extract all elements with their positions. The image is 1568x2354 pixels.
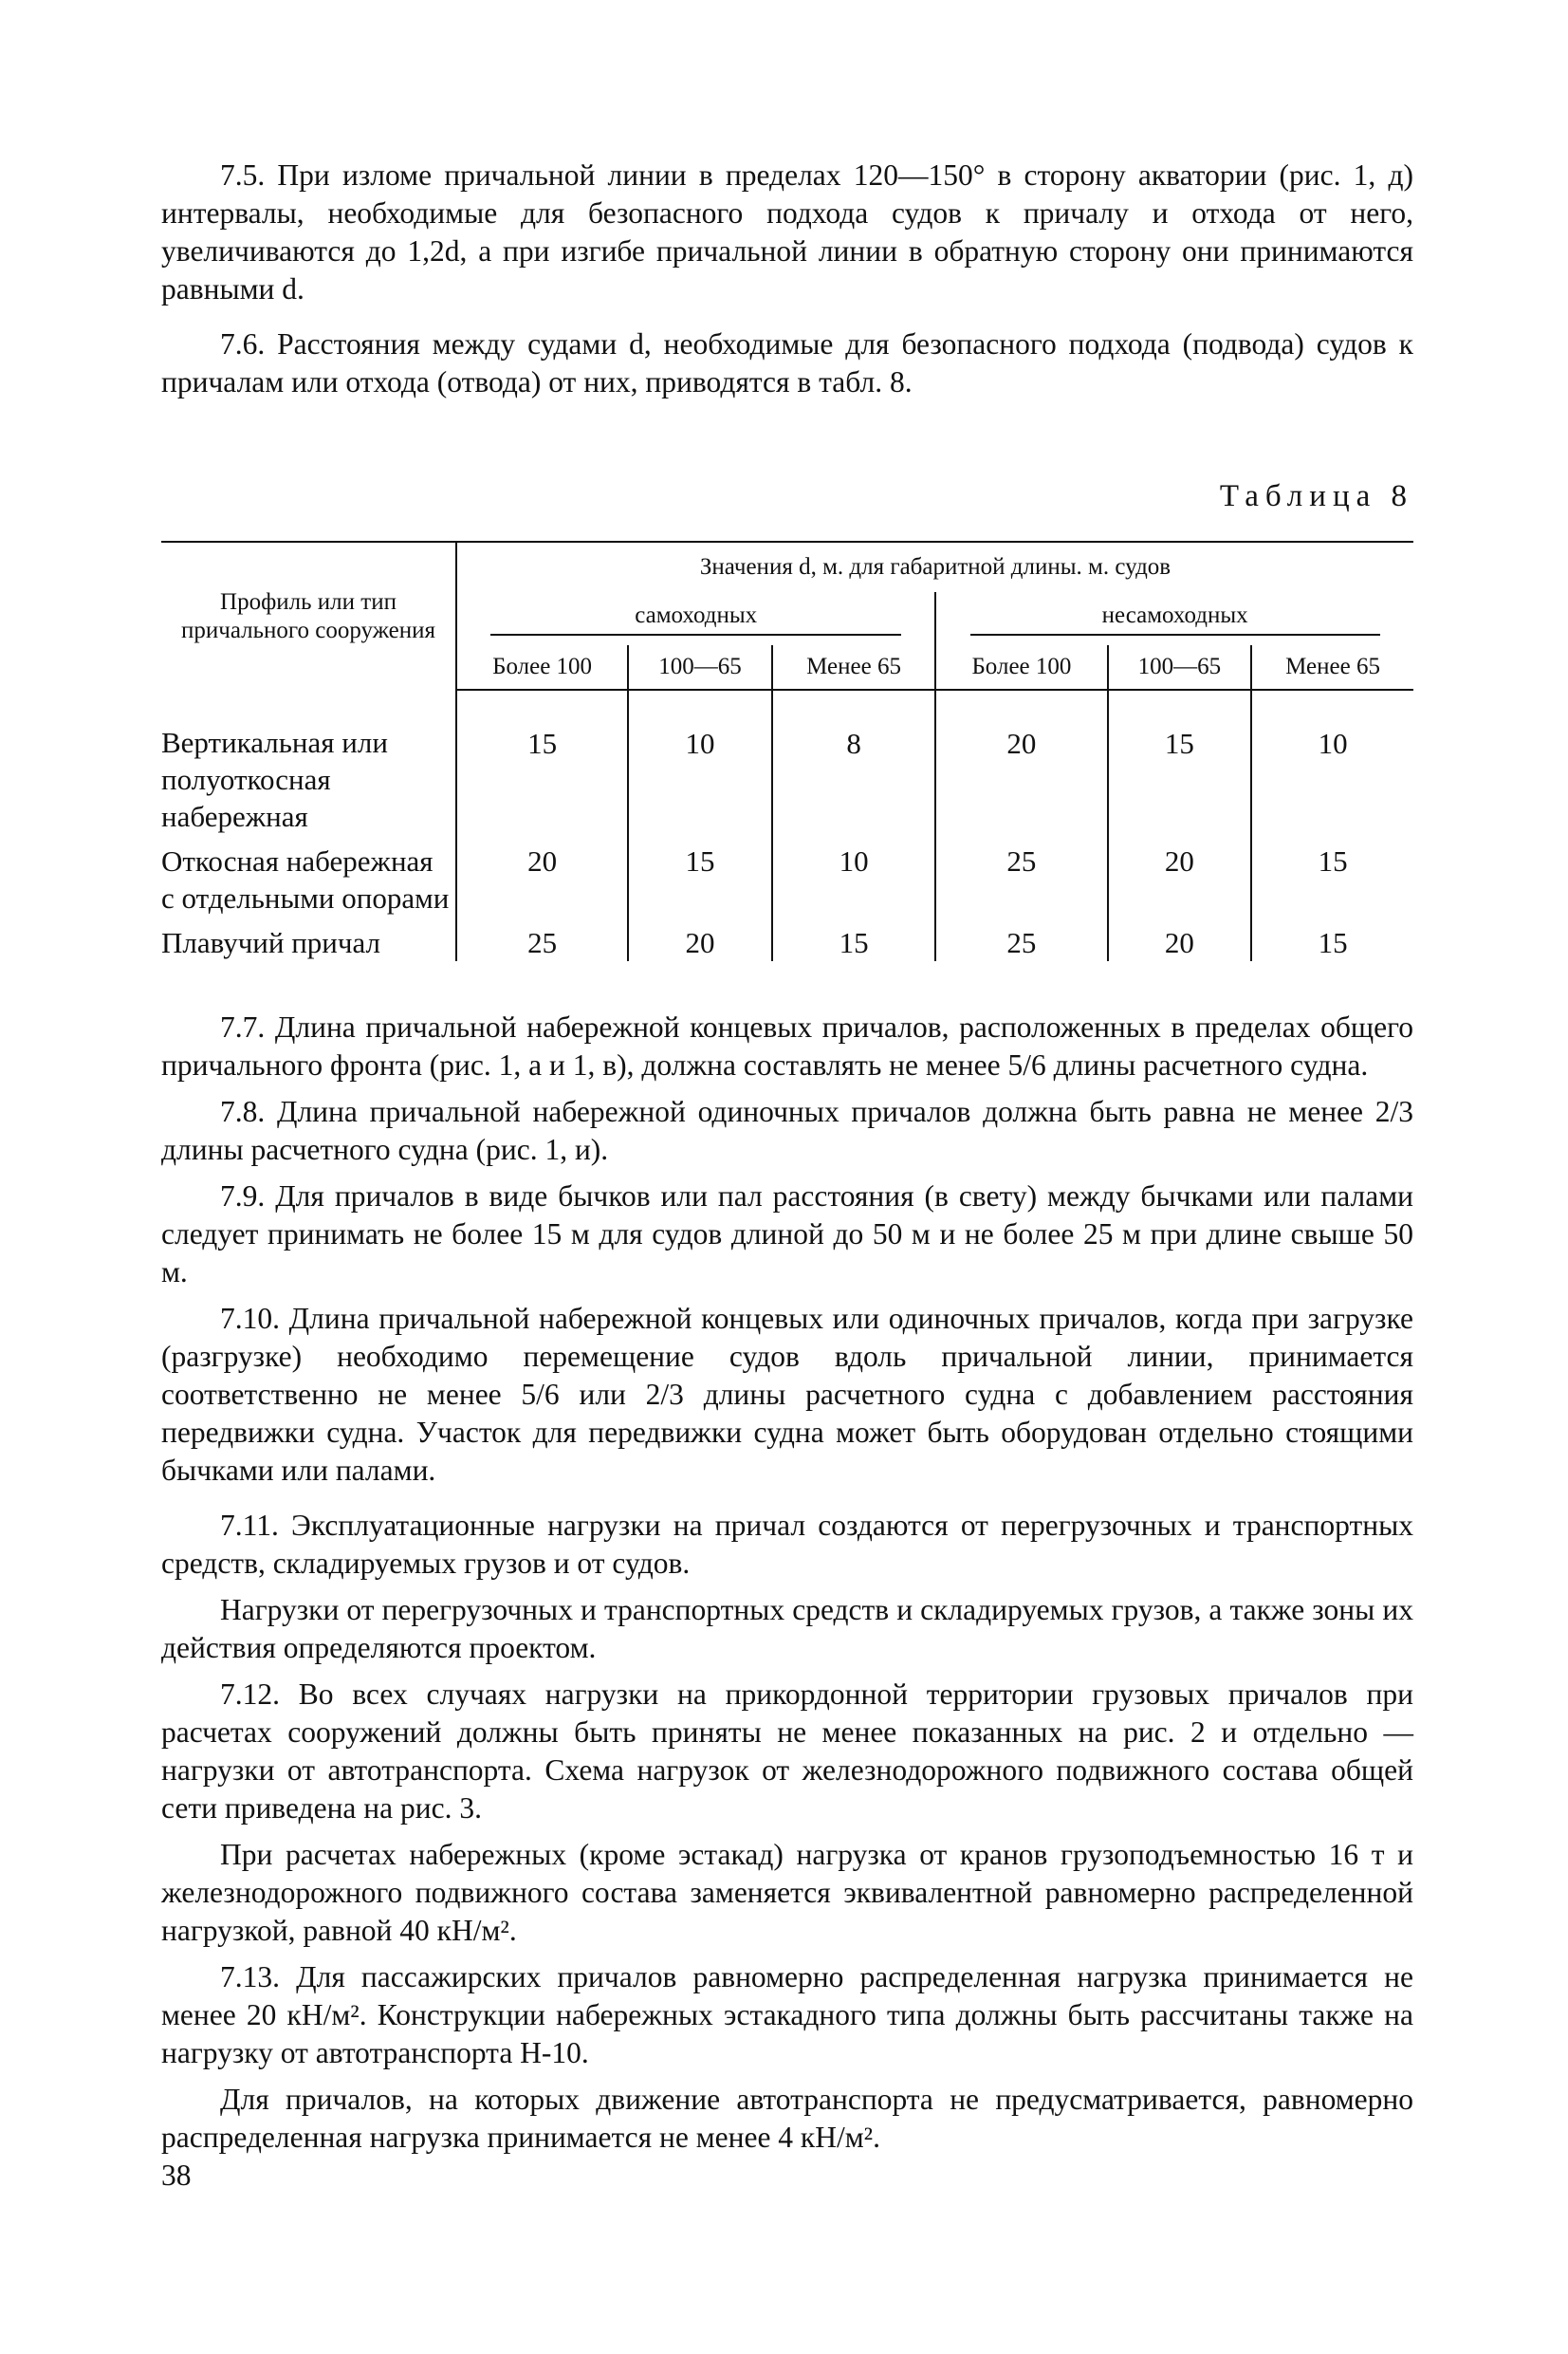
paragraph-7-6: 7.6. Расстояния между судами d, необходимые для безопасного подхода (подвода) судов к причалам или отхода (отвода) от них, приводятся в табл. 8. (161, 327, 1413, 399)
values-header: Значения d, м. для габаритной длины. м. судов (456, 542, 1413, 592)
row-label: Откосная набережная с отдельными опорами (161, 844, 450, 915)
paragraph-7-13: 7.13. Для пассажирских причалов равномерно распределенная нагрузка принимается не менее 20 кН/м². Конструкции набережных эстакадного типа должны быть рассчитаны также на нагрузку от автотранспорта Н-10. (161, 1960, 1413, 2069)
table-cell: 10 (628, 690, 772, 835)
page-number: 38 (161, 2159, 192, 2192)
table-cell: 15 (772, 917, 936, 961)
table-cell: 10 (1251, 690, 1413, 835)
paragraph-7-5: 7.5. При изломе причальной линии в пределах 120—150° в сторону акватории (рис. 1, д) интервалы, необходимые для безопасного подхода судов к причалу и отхода от него, увеличиваются до 1,2d, а при изгибе причальной линии в обратную сторону они принимаются равными d. (161, 158, 1413, 306)
paragraph-7-11: 7.11. Эксплуатационные нагрузки на причал создаются от перегрузочных и транспортных средств, складируемых грузов и от судов. (161, 1509, 1413, 1580)
group-self-propelled (456, 592, 935, 645)
column-header: Более 100 (456, 645, 628, 690)
table-cell: 10 (772, 835, 936, 917)
table-cell: 15 (628, 835, 772, 917)
row-label: Вертикальная или полуоткосная набережная (161, 726, 388, 833)
table-caption: Таблица 8 (1219, 479, 1413, 513)
paragraph-loads: Нагрузки от перегрузочных и транспортных средств и складируемых грузов, а также зоны их действия определяются проектом. (161, 1593, 1413, 1664)
distance-table (161, 541, 1413, 961)
paragraph-7-12: 7.12. Во всех случаях нагрузки на прикордонной территории грузовых причалов при расчетах сооружений должны быть приняты не менее показанных на рис. 2 и отдельно — нагрузки от автотранспорта. Схема нагрузок от железнодорожного подвижного состава общей сети приведена на рис. 3. (161, 1677, 1413, 1825)
table-cell: 25 (935, 835, 1107, 917)
column-header: Более 100 (935, 645, 1107, 690)
document-page (161, 157, 1413, 2195)
paragraph-vehicles: Для причалов, на которых движение автотранспорта не предусматривается, равномерно распределенная нагрузка принимается не менее 4 кН/м². (161, 2083, 1413, 2154)
paragraph-7-10: 7.10. Длина причальной набережной концевых или одиночных причалов, когда при загрузке (разгрузке) необходимо перемещение судов вдоль причальной линии, принимается соответственно не менее 5/6 или 2/3 длины расчетного судна с добавлением расстояния передвижки судна. Участок для передвижки судна может быть оборудован отдельно стоящими бычками или палами. (161, 1302, 1413, 1487)
column-header: 100—65 (628, 645, 772, 690)
group-non-self-propelled (935, 592, 1413, 645)
table-cell: 15 (1108, 690, 1252, 835)
row-label: Плавучий причал (161, 926, 380, 959)
column-header: 100—65 (1108, 645, 1252, 690)
table-row (161, 835, 1413, 917)
table-cell: 15 (1251, 835, 1413, 917)
table-cell: 20 (935, 690, 1107, 835)
table-cell: 25 (456, 917, 628, 961)
profile-header: Профиль или тип причального сооружения (161, 542, 456, 690)
table-cell: 15 (1251, 917, 1413, 961)
paragraph-7-9: 7.9. Для причалов в виде бычков или пал расстояния (в свету) между бычками или палами следует принимать не более 15 м для судов длиной до 50 м и не более 25 м при длине свыше 50 м. (161, 1179, 1413, 1288)
paragraph-7-7: 7.7. Длина причальной набережной концевых причалов, расположенных в пределах общего причального фронта (рис. 1, а и 1, в), должна составлять не менее 5/6 длины расчетного судна. (161, 1010, 1413, 1082)
table-cell: 20 (456, 835, 628, 917)
table-cell: 25 (935, 917, 1107, 961)
table-row (161, 917, 1413, 961)
column-header: Менее 65 (772, 645, 936, 690)
table-cell: 15 (456, 690, 628, 835)
table-cell: 20 (1108, 917, 1252, 961)
body-text (161, 1009, 1413, 2195)
group-non-self-propelled-label: несамоходных (970, 602, 1380, 636)
table-cell: 8 (772, 690, 936, 835)
group-self-propelled-label: самоходных (490, 602, 901, 636)
paragraph-7-8: 7.8. Длина причальной набережной одиночных причалов должна быть равна не менее 2/3 длины расчетного судна (рис. 1, и). (161, 1095, 1413, 1166)
table-row (161, 690, 1413, 835)
table-cell: 20 (1108, 835, 1252, 917)
paragraph-cranes: При расчетах набережных (кроме эстакад) нагрузка от кранов грузоподъемностью 16 т и железнодорожного подвижного состава заменяется эквивалентной равномерно распределенной нагрузкой, равной 40 кН/м². (161, 1838, 1413, 1947)
table-cell: 20 (628, 917, 772, 961)
column-header: Менее 65 (1251, 645, 1413, 690)
